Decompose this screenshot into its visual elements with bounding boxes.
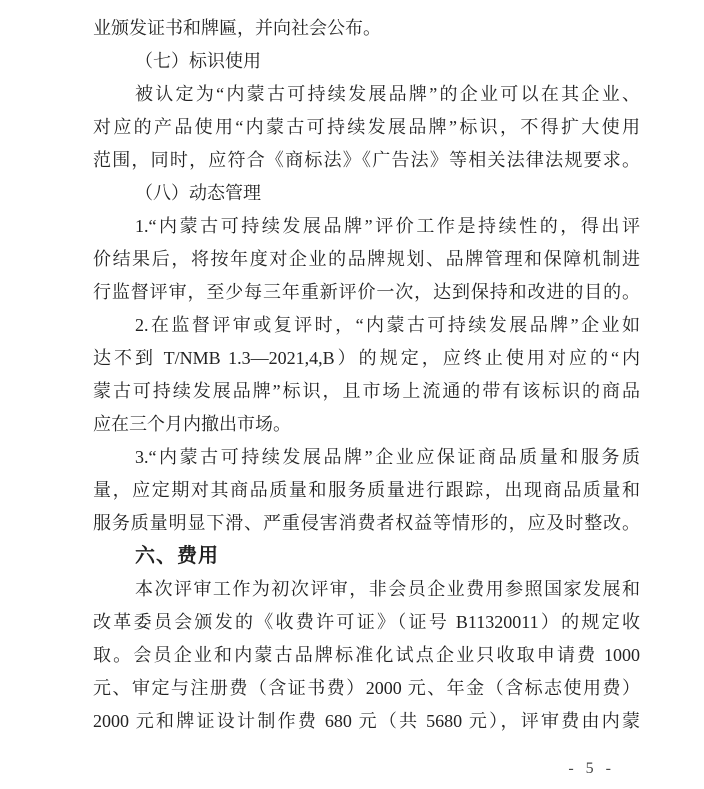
text-line: 业颁发证书和牌匾，并向社会公布。 [93, 18, 381, 38]
text-line: 3.“内蒙古可持续发展品牌”企业应保证商品质量和服务质 [135, 447, 640, 467]
document-body [93, 12, 640, 738]
text-line: 对应的产品使用“内蒙古可持续发展品牌”标识，不得扩大使用 [93, 117, 640, 137]
page-number: - 5 - [568, 760, 615, 777]
text-line: 取。会员企业和内蒙古品牌标准化试点企业只收取申请费 1000 [93, 645, 640, 665]
text-line: （八）动态管理 [135, 183, 261, 203]
text-line: 2.在监督评审或复评时，“内蒙古可持续发展品牌”企业如 [135, 315, 640, 335]
text-line: 蒙古可持续发展品牌”标识，且市场上流通的带有该标识的商品 [93, 381, 640, 401]
section-heading: 六、费用 [135, 545, 219, 567]
text-line: 应在三个月内撤出市场。 [93, 414, 291, 434]
text-line: 1.“内蒙古可持续发展品牌”评价工作是持续性的，得出评 [135, 216, 640, 236]
text-line: 改革委员会颁发的《收费许可证》（证号 B11320011）的规定收 [93, 612, 640, 632]
text-line: 范围，同时，应符合《商标法》《广告法》等相关法律法规要求。 [93, 150, 640, 170]
text-line: 元、审定与注册费（含证书费）2000 元、年金（含标志使用费） [93, 678, 640, 698]
text-line: 服务质量明显下滑、严重侵害消费者权益等情形的，应及时整改。 [93, 513, 640, 533]
text-line: 2000 元和牌证设计制作费 680 元（共 5680 元），评审费由内蒙 [93, 711, 640, 731]
text-line: 本次评审工作为初次评审，非会员企业费用参照国家发展和 [135, 579, 640, 599]
text-line: 达不到 T/NMB 1.3—2021,4,B）的规定，应终止使用对应的“内 [93, 348, 640, 368]
text-line: 被认定为“内蒙古可持续发展品牌”的企业可以在其企业、 [135, 84, 640, 104]
text-line: （七）标识使用 [135, 51, 261, 71]
text-line: 行监督评审，至少每三年重新评价一次，达到保持和改进的目的。 [93, 282, 640, 302]
text-line: 量，应定期对其商品质量和服务质量进行跟踪，出现商品质量和 [93, 480, 640, 500]
text-line: 价结果后，将按年度对企业的品牌规划、品牌管理和保障机制进 [93, 249, 640, 269]
